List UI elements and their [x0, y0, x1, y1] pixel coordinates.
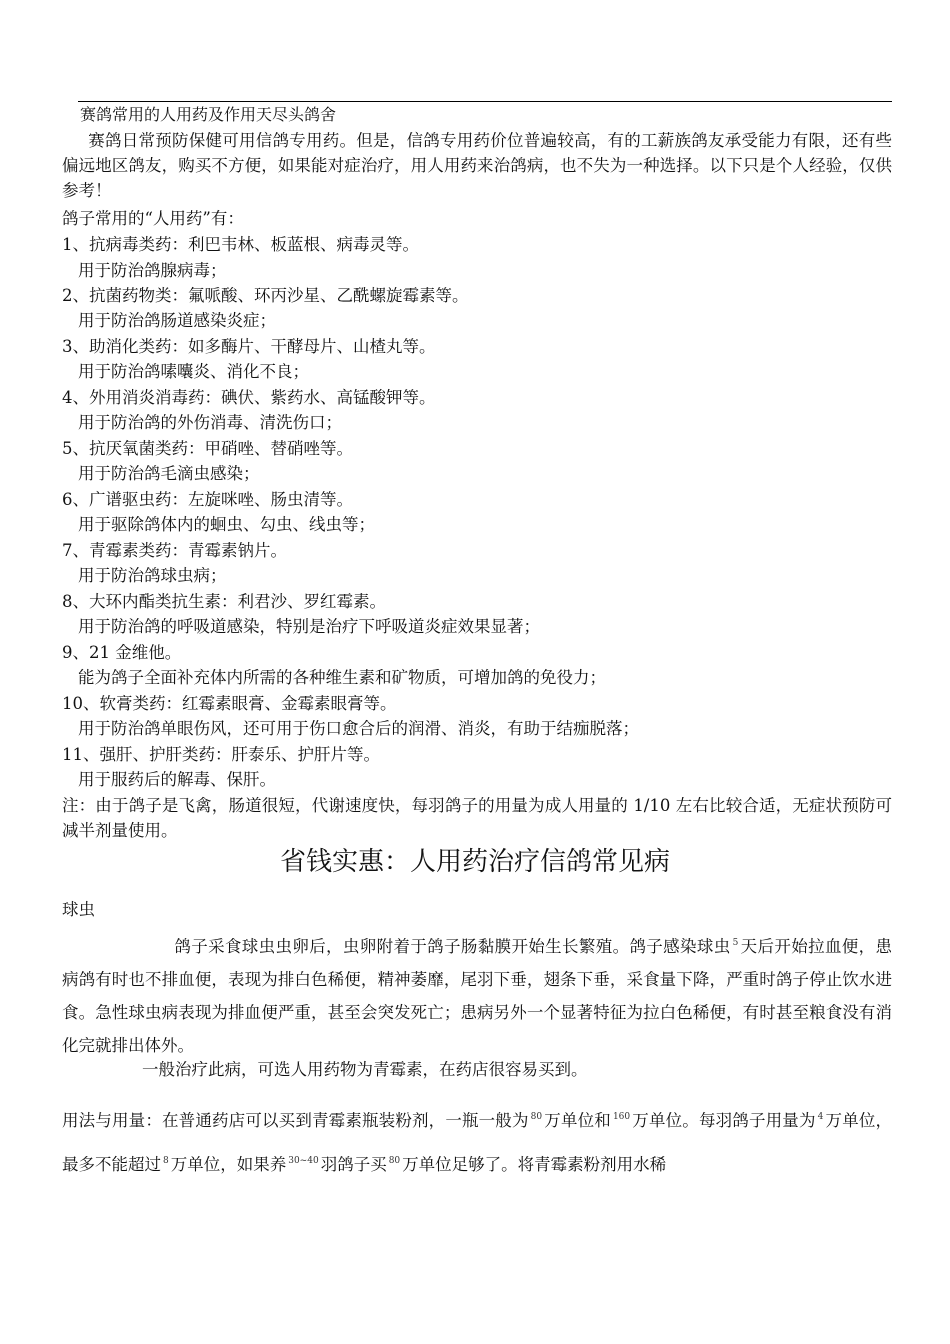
section-title: 省钱实惠：人用药治疗信鸽常见病 [279, 847, 670, 877]
dosage-sup-6: 80 [388, 1156, 401, 1166]
item-3-use: 用于防治鸽嗉囔炎、消化不良； [78, 362, 309, 381]
dosage-text-c: 万单位。每羽鸽子用量为 [632, 1111, 816, 1130]
section-heading: 球虫 [62, 900, 95, 919]
item-9-title: 9、21 金维他。 [62, 643, 182, 662]
item-2-use: 用于防治鸽肠道感染炎症； [78, 311, 276, 330]
item-11-title: 11、强肝、护肝类药：肝泰乐、护肝片等。 [62, 745, 380, 764]
dosage-text-f: 羽鸽子买 [320, 1155, 387, 1174]
dosage-text-g: 万单位足够了。将青霉素粉剂用水稀 [402, 1155, 667, 1174]
dosage-text-e: 万单位，如果养 [170, 1155, 287, 1174]
item-8-use: 用于防治鸽的呼吸道感染，特别是治疗下呼吸道炎症效果显著； [78, 617, 540, 636]
item-11-use: 用于服药后的解毒、保肝。 [78, 770, 276, 789]
item-10-title: 10、软膏类药：红霉素眼膏、金霉素眼膏等。 [62, 694, 397, 713]
list-heading: 鸽子常用的“人用药”有： [62, 209, 244, 228]
coccidia-text-a: 鸽子采食球虫虫卵后，虫卵附着于鸽子肠黏膜开始生长繁殖。鸽子感染球虫 [174, 937, 731, 956]
item-2-title: 2、抗菌药物类：氟哌酸、环丙沙星、乙酰螺旋霉素等。 [62, 286, 469, 305]
dosage-note: 注：由于鸽子是飞禽，肠道很短，代谢速度快，每羽鸽子的用量为成人用量的 1/10 左右比较合适，无症状预防可减半剂量使用。 [62, 796, 892, 840]
dosage-sup-1: 80 [530, 1112, 543, 1122]
dosage-text-d: 万单位，最多不能超过 [62, 1111, 893, 1174]
item-4-title: 4、外用消炎消毒药：碘伏、紫药水、高锰酸钾等。 [62, 388, 436, 407]
intro-text: 赛鸽日常预防保健可用信鸽专用药。但是，信鸽专用药价位普遍较高，有的工薪族鸽友承受能力有限，还有些偏远地区鸽友，购买不方便，如果能对症治疗，用人用药来治鸽病，也不失为一种选择。以下只是个人经验，仅供参考！ [62, 131, 892, 200]
item-5-title: 5、抗厌氧菌类药：甲硝唑、替硝唑等。 [62, 439, 353, 458]
item-8-title: 8、大环内酯类抗生素：利君沙、罗红霉素。 [62, 592, 386, 611]
intro-paragraph [62, 128, 892, 203]
dosage-paragraph [62, 1097, 892, 1185]
coccidia-text-b: 天后开始拉血便，患病鸽有时也不排血便，表现为排白色稀便，精神萎靡，尾羽下垂，翅条下垂，采食量下降，严重时鸽子停止饮水进食。急性球虫病表现为排血便严重，甚至会突发死亡；患病另外一个显著特征为拉白色稀便，有时甚至粮食没有消化完就排出体外。 [62, 937, 893, 1055]
item-3-title: 3、助消化类药：如多酶片、干酵母片、山楂丸等。 [62, 337, 436, 356]
item-1-use: 用于防治鸽腺病毒； [78, 261, 227, 280]
item-10-use: 用于防治鸽单眼伤风，还可用于伤口愈合后的润滑、消炎，有助于结痂脱落； [78, 719, 639, 738]
dosage-sup-2: 160 [612, 1112, 631, 1122]
header-rule [78, 101, 892, 102]
dosage-sup-4: 8 [163, 1156, 169, 1166]
dosage-text-a: 用法与用量：在普通药店可以买到青霉素瓶装粉剂，一瓶一般为 [62, 1111, 529, 1130]
coccidia-days: 5 [732, 938, 739, 948]
dosage-sup-3: 4 [817, 1112, 824, 1122]
document-header: 赛鸽常用的人用药及作用天尽头鸽舍 [80, 105, 337, 124]
item-7-use: 用于防治鸽球虫病； [78, 566, 227, 585]
dosage-sup-5: 30~40 [288, 1156, 319, 1166]
treatment-text: 一般治疗此病，可选人用药物为青霉素，在药店很容易买到。 [142, 1060, 588, 1079]
item-5-use: 用于防治鸽毛滴虫感染； [78, 464, 260, 483]
item-6-use: 用于驱除鸽体内的蛔虫、勾虫、线虫等； [78, 515, 375, 534]
dosage-text-b: 万单位和 [544, 1111, 611, 1130]
item-6-title: 6、广谱驱虫药：左旋咪唑、肠虫清等。 [62, 490, 353, 509]
coccidia-paragraph [62, 927, 892, 1062]
item-1-title: 1、抗病毒类药：利巴韦林、板蓝根、病毒灵等。 [62, 235, 419, 254]
item-7-title: 7、青霉素类药：青霉素钠片。 [62, 541, 287, 560]
treatment-paragraph [62, 1058, 892, 1082]
item-9-use: 能为鸽子全面补充体内所需的各种维生素和矿物质，可增加鸽的免役力； [78, 668, 606, 687]
item-4-use: 用于防治鸽的外伤消毒、清洗伤口； [78, 413, 342, 432]
